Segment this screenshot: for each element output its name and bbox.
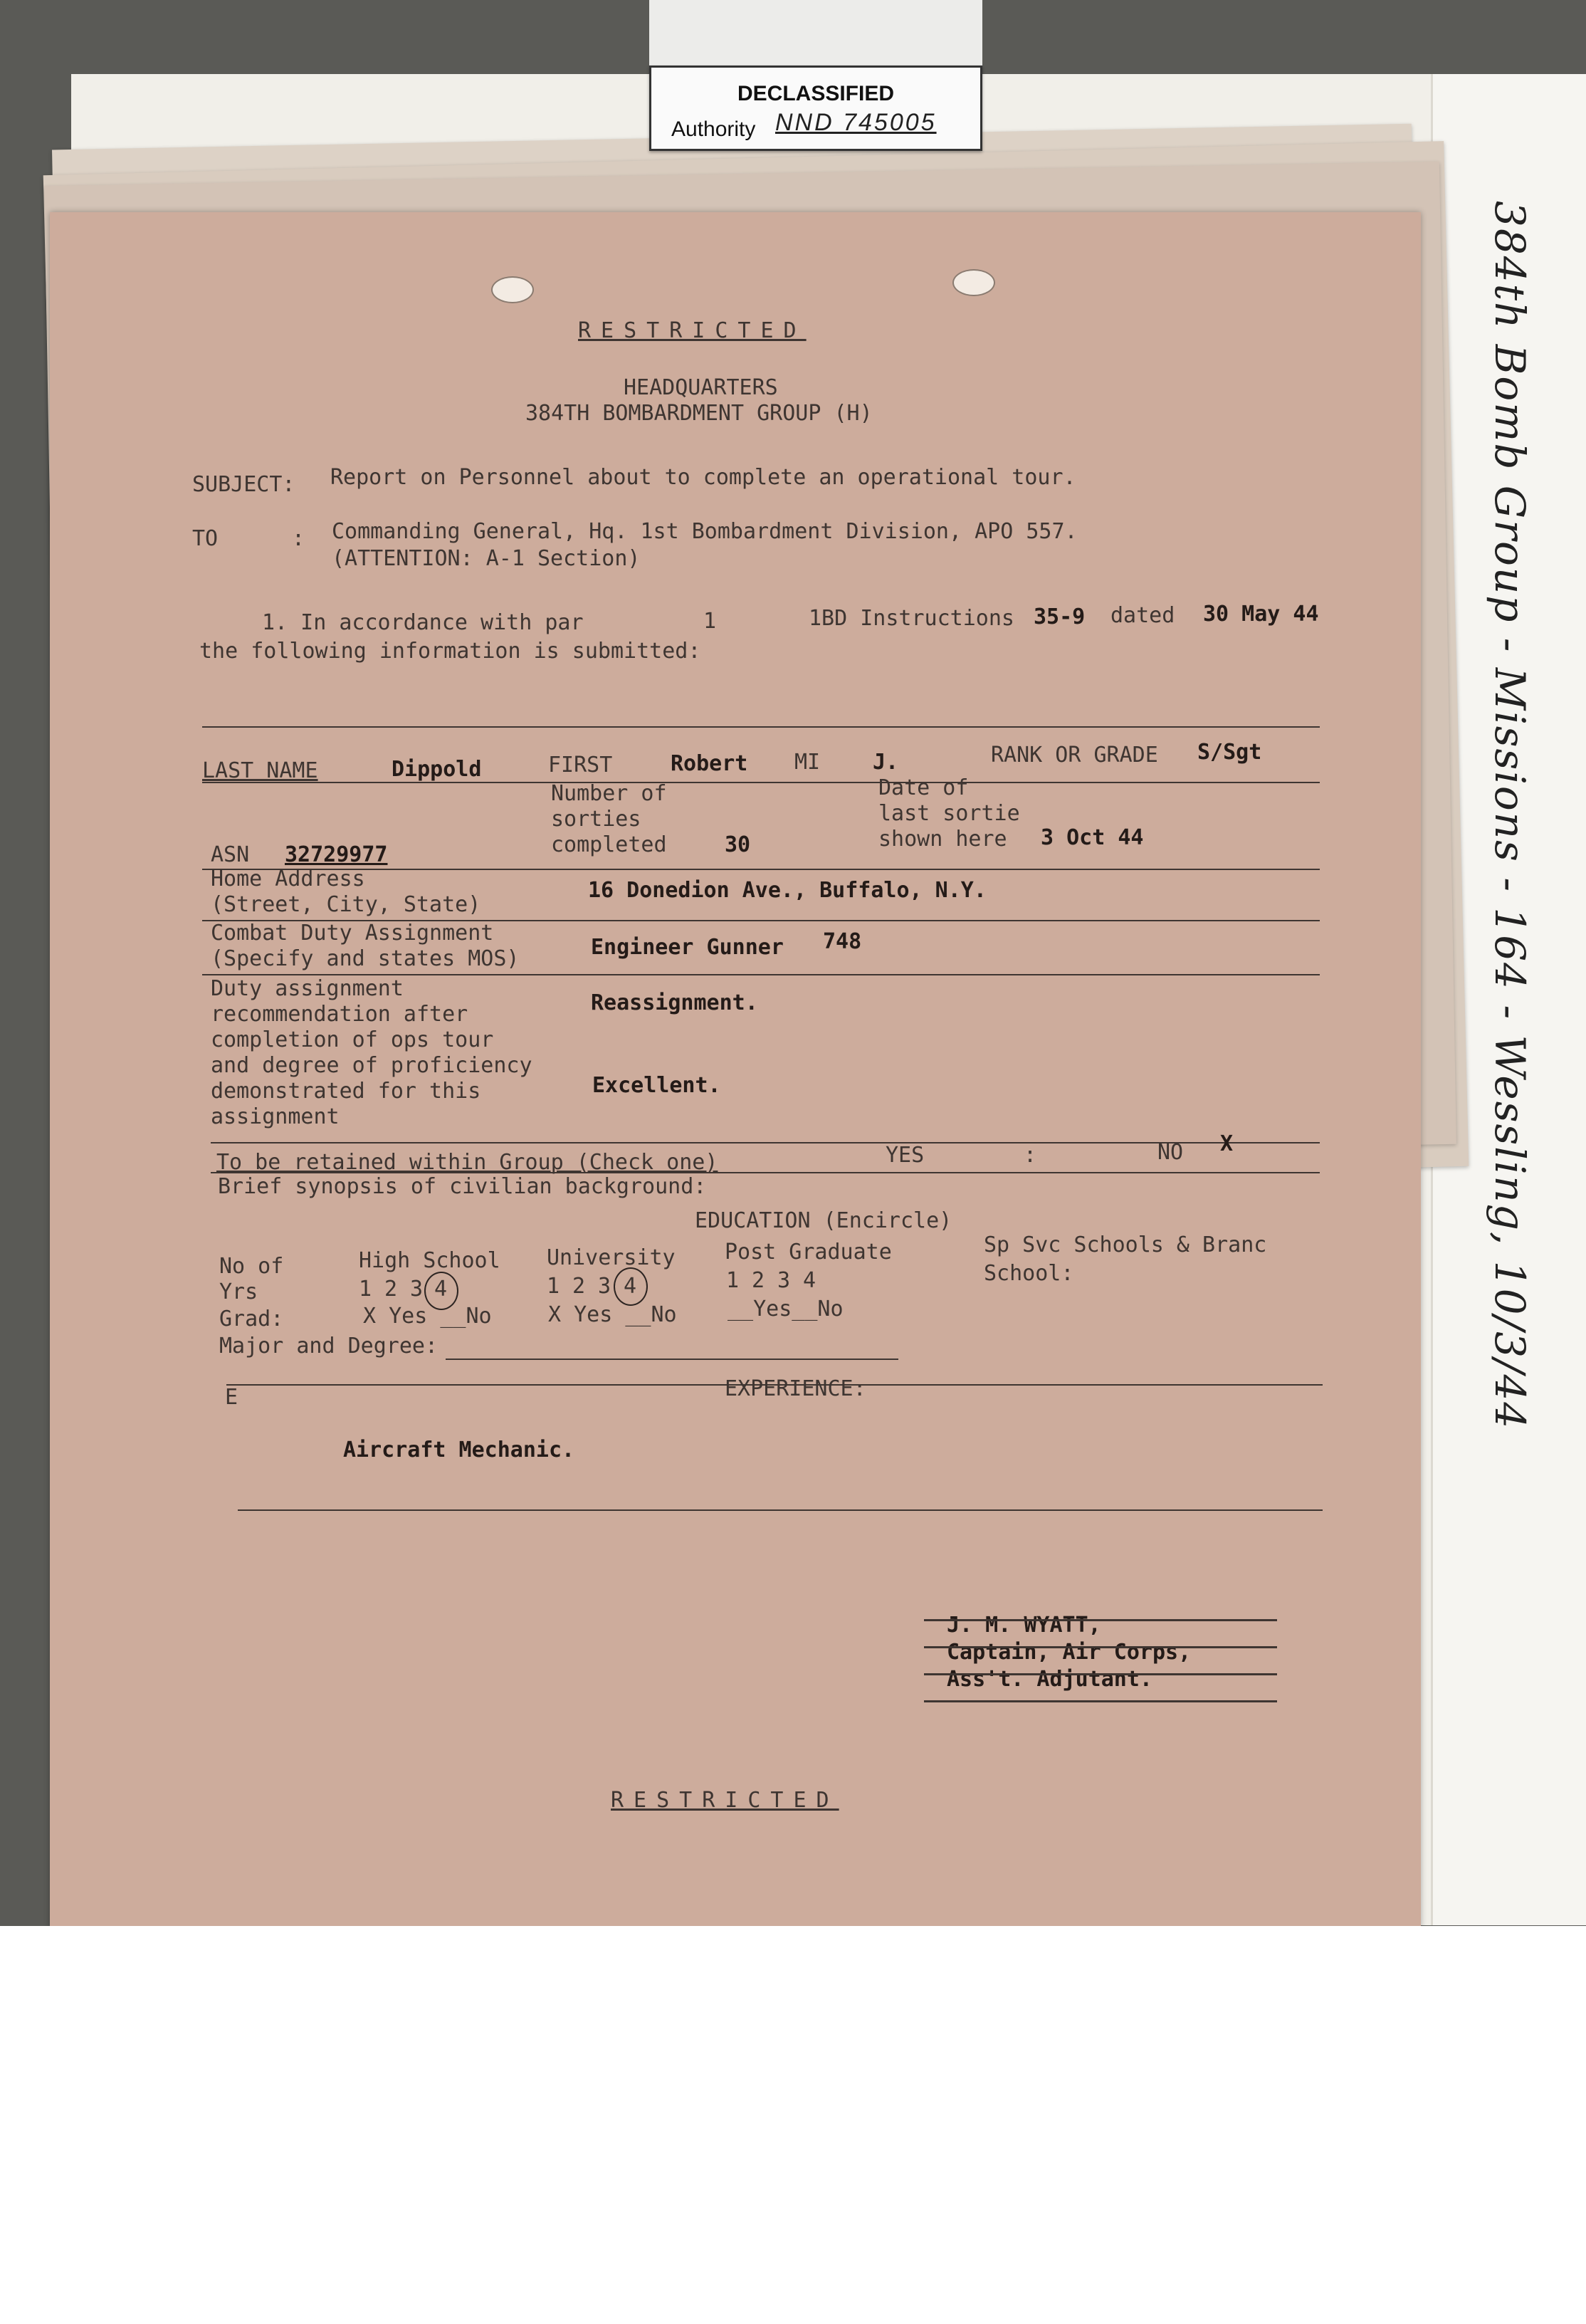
yrs-label: Yrs (219, 1279, 258, 1304)
asn-value: 32729977 (285, 842, 388, 867)
rule (211, 1142, 1320, 1143)
education-label: EDUCATION (Encircle) (695, 1208, 952, 1233)
handwritten-margin-note: 384th Bomb Group - Missions - 164 - Wessling, 10/3/44 (1486, 201, 1534, 1430)
sorties-label-1: Number of (551, 781, 667, 806)
duty-recommendation-value: Reassignment. (591, 990, 758, 1015)
signature-rank: Captain, Air Corps, (947, 1640, 1192, 1665)
retained-label: To be retained within Group (Check one) (216, 1150, 718, 1175)
first-name-label: FIRST (548, 753, 613, 778)
retained-colon: : (1024, 1143, 1037, 1168)
last-name-value: Dippold (392, 757, 482, 782)
pg-year-4: 4 (803, 1268, 816, 1293)
univ-year-1: 1 (547, 1274, 560, 1299)
post-graduate-label: Post Graduate (725, 1240, 892, 1265)
rule (202, 782, 1320, 783)
to-line-1: Commanding General, Hq. 1st Bombardment Division, APO 557. (332, 519, 1078, 544)
duty-label-2: recommendation after (211, 1002, 468, 1027)
univ-year-4: 4 (624, 1274, 637, 1299)
mi-label: MI (794, 750, 821, 775)
rank-value: S/Sgt (1197, 740, 1262, 765)
last-name-label: LAST NAME (202, 758, 318, 783)
combat-duty-label-2: (Specify and states MOS) (211, 946, 520, 971)
last-sortie-label-3: shown here (878, 827, 1007, 852)
home-address-label-2: (Street, City, State) (211, 892, 481, 917)
grad-label: Grad: (219, 1307, 284, 1331)
to-colon: : (292, 526, 305, 551)
first-name-value: Robert (671, 751, 748, 776)
duty-label-4: and degree of proficiency (211, 1053, 532, 1078)
instruction-number: 35-9 (1034, 604, 1086, 629)
retained-check-mark: X (1220, 1131, 1234, 1156)
punch-hole (952, 269, 995, 296)
hs-graduated: X Yes __No (363, 1304, 492, 1329)
home-address-label-1: Home Address (211, 867, 365, 891)
signature-strike (924, 1619, 1277, 1621)
stamp-backing (649, 0, 982, 68)
mos-value: 748 (823, 929, 862, 954)
major-degree-label: Major and Degree: (219, 1334, 438, 1359)
declassified-stamp (649, 66, 982, 151)
univ-year-2: 2 (572, 1274, 586, 1299)
sorties-value: 30 (725, 832, 751, 857)
classification-bottom: RESTRICTED (611, 1788, 839, 1813)
no-of-label: No of (219, 1254, 284, 1279)
sorties-label-3: completed (551, 832, 667, 857)
pg-graduated: __Yes__No (728, 1297, 844, 1321)
declassified-title: DECLASSIFIED (737, 82, 895, 105)
classification-top: RESTRICTED (578, 318, 807, 343)
subject-text: Report on Personnel about to complete an operational tour. (330, 465, 1076, 490)
pg-year-2: 2 (752, 1268, 765, 1293)
service-schools-label: Sp Svc Schools & Branc (984, 1232, 1267, 1257)
experience-value: Aircraft Mechanic. (343, 1438, 575, 1462)
punch-hole (491, 276, 534, 303)
rule (238, 1509, 1323, 1511)
univ-graduated: X Yes __No (548, 1302, 677, 1327)
dated-label: dated (1110, 603, 1175, 628)
authority-label: Authority (671, 117, 756, 141)
blank-lower-area (0, 1926, 1586, 2324)
proficiency-value: Excellent. (592, 1073, 721, 1098)
rule (202, 974, 1320, 975)
authority-number: NND 745005 (775, 109, 937, 136)
signature-title: Ass't. Adjutant. (947, 1667, 1152, 1692)
hs-year-3: 3 (410, 1277, 424, 1302)
mi-value: J. (873, 750, 899, 775)
paragraph-1-b: 1BD Instructions (809, 606, 1014, 631)
major-degree-line (446, 1359, 898, 1360)
rank-label: RANK OR GRADE (991, 743, 1158, 768)
to-label: TO (192, 526, 219, 551)
retained-no: NO (1157, 1140, 1184, 1165)
duty-label-5: demonstrated for this (211, 1079, 481, 1104)
high-school-label: High School (359, 1248, 500, 1273)
sorties-label-2: sorties (551, 807, 641, 832)
combat-duty-label-1: Combat Duty Assignment (211, 921, 494, 946)
pg-year-1: 1 (726, 1268, 740, 1293)
home-address-value: 16 Donedion Ave., Buffalo, N.Y. (588, 878, 987, 903)
e-label: E (225, 1385, 238, 1410)
combat-duty-value: Engineer Gunner (591, 935, 784, 960)
school-label: School: (984, 1261, 1074, 1286)
signature-strike (924, 1673, 1277, 1675)
hq-heading: HEADQUARTERS (624, 375, 778, 400)
retained-yes: YES (886, 1143, 925, 1168)
rule (211, 1172, 1320, 1173)
civilian-synopsis-label: Brief synopsis of civilian background: (218, 1174, 707, 1199)
paragraph-1-a: 1. In accordance with par (262, 610, 584, 635)
univ-year-3: 3 (598, 1274, 611, 1299)
to-line-2: (ATTENTION: A-1 Section) (332, 546, 641, 571)
last-sortie-label-1: Date of (878, 775, 969, 800)
rule (202, 869, 1320, 870)
asn-label: ASN (211, 842, 250, 867)
restricted-form-page (50, 212, 1421, 1926)
duty-label-1: Duty assignment (211, 976, 404, 1001)
signature-strike (924, 1646, 1277, 1648)
hs-year-4: 4 (434, 1277, 448, 1302)
hs-year-2: 2 (384, 1277, 398, 1302)
rule (202, 726, 1320, 728)
duty-label-6: assignment (211, 1104, 340, 1129)
dated-value: 30 May 44 (1203, 602, 1319, 627)
paragraph-1-c: the following information is submitted: (199, 639, 701, 664)
paragraph-number: 1 (703, 609, 717, 634)
experience-label: EXPERIENCE: (725, 1376, 866, 1401)
university-label: University (547, 1245, 676, 1270)
last-sortie-value: 3 Oct 44 (1041, 825, 1144, 850)
signature-strike (924, 1700, 1277, 1702)
last-sortie-label-2: last sortie (878, 801, 1020, 826)
pg-year-3: 3 (777, 1268, 791, 1293)
univ-year-circle (614, 1267, 648, 1306)
signature-name: J. M. WYATT, (947, 1613, 1101, 1638)
unit-heading: 384TH BOMBARDMENT GROUP (H) (525, 401, 873, 426)
subject-label: SUBJECT: (192, 472, 295, 497)
duty-label-3: completion of ops tour (211, 1027, 494, 1052)
hs-year-1: 1 (359, 1277, 372, 1302)
